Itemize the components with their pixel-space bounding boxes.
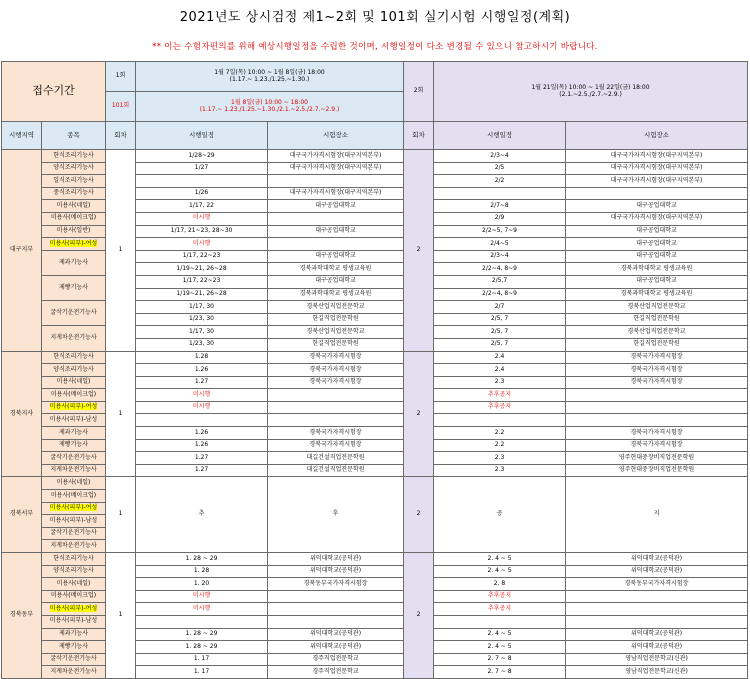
round1-cell: 1 (106, 150, 136, 352)
place2-cell: 대구국가자격시험장(대구지역본부) (566, 150, 748, 163)
item-label: 지게차운전기능사 (50, 466, 97, 474)
place2-cell (566, 187, 748, 200)
region-cell: 경북동부 (2, 553, 42, 679)
date2-cell: 2. 4 ~ 5 (434, 641, 566, 654)
date1-cell: 1. 20 (136, 578, 268, 591)
item-cell (42, 187, 106, 200)
place2-cell: 경북국가자격시험장 (566, 439, 748, 452)
date2-cell: 2. 4 ~ 5 (434, 565, 566, 578)
date2-cell (434, 187, 566, 200)
place1-cell (268, 175, 404, 188)
item-label: 미용사(메이크업) (50, 491, 97, 499)
place2-cell: 경북과학대학교 평생교육원 (566, 288, 748, 301)
table-row (2, 477, 748, 490)
item-cell (42, 515, 106, 528)
place2-cell (566, 401, 748, 414)
item-label: 미용사(피부)-남성 (49, 617, 98, 625)
place2-cell: 영남직업전문학교(신관) (566, 653, 748, 666)
place1-cell: 대구공업대학교 (268, 250, 404, 263)
item-label: 일식조리기능사 (53, 176, 94, 184)
date2-cell: 2.2 (434, 439, 566, 452)
place2-cell: 대구공업대학교 (566, 225, 748, 238)
place2-cell: 대구국가자격시험장(대구지역본부) (566, 212, 748, 225)
round1-period-line1: 1월 7일(목) 10:00 ~ 1월 8일(금) 18:00 (214, 68, 325, 76)
place1-cell: 경주직업전문학교 (268, 653, 404, 666)
round1-cell: 1 (106, 477, 136, 553)
place1-cell: 위덕대학교(공덕관) (268, 628, 404, 641)
item-cell (42, 490, 106, 503)
round2-cell: 2 (404, 553, 434, 679)
place1-cell: 대구공업대학교 (268, 200, 404, 213)
item-cell (42, 603, 106, 616)
table-row (2, 351, 748, 364)
item-cell (42, 553, 106, 566)
place1-cell: 경북산업직업전문학교 (268, 301, 404, 314)
item-label: 제과기능사 (59, 258, 88, 266)
place2-cell: 위덕대학교(공덕관) (566, 553, 748, 566)
date1-cell: 1/23, 30 (136, 338, 268, 351)
place2-cell: 한길직업전문학원 (566, 338, 748, 351)
round2-label: 2회 (404, 62, 434, 122)
place2-cell: 위덕대학교(공덕관) (566, 641, 748, 654)
table-row (2, 553, 748, 566)
date1-cell: 미시행 (136, 603, 268, 616)
date1-cell (136, 175, 268, 188)
place2-cell: 대구공업대학교 (566, 200, 748, 213)
place1-cell: 대구국가자격시험장(대구지역본부) (268, 150, 404, 163)
place2-cell (566, 590, 748, 603)
round1-period-line2: (1.17.~ 1.23./1.25.~1.30.) (229, 75, 310, 83)
date1-cell: 1/17, 22~23 (136, 250, 268, 263)
place1-cell (268, 401, 404, 414)
place2-cell (566, 603, 748, 616)
place2-cell: 대구공업대학교 (566, 238, 748, 251)
place2-cell: 대구국가자격시험장(대구지역본부) (566, 175, 748, 188)
date2-cell: 2/5 (434, 162, 566, 175)
date2-cell: 2/4~5 (434, 238, 566, 251)
place1-cell: 경북국가자격시험장 (268, 439, 404, 452)
date1-cell: 1. 28 ~ 29 (136, 553, 268, 566)
date1-cell: 1. 28 ~ 29 (136, 641, 268, 654)
header-round2: 회차 (404, 122, 434, 150)
item-cell (42, 326, 106, 351)
place2-cell: 경북동부국가자격시험장 (566, 578, 748, 591)
round2-cell: 2 (404, 150, 434, 352)
region-cell: 대구지부 (2, 150, 42, 352)
item-cell (42, 653, 106, 666)
place2-cell: 대구공업대학교 (566, 250, 748, 263)
date1-cell: 1/17, 30 (136, 301, 268, 314)
place1-cell (268, 414, 404, 427)
item-label: 지게차운전기능사 (50, 667, 97, 675)
place1-cell: 한길직업전문학원 (268, 313, 404, 326)
date1-cell: 1.28 (136, 351, 268, 364)
place1-cell: 경북과학대학교 평생교육원 (268, 288, 404, 301)
item-label: 미용사(피부)-여성 (49, 604, 98, 612)
date2-cell: 2/7~8 (434, 200, 566, 213)
item-cell (42, 212, 106, 225)
date1-cell: 1. 28 ~ 29 (136, 628, 268, 641)
place2-cell: 대구공업대학교 (566, 275, 748, 288)
item-cell (42, 464, 106, 477)
item-cell (42, 351, 106, 364)
item-cell (42, 502, 106, 515)
item-label: 미용사(피부)-여성 (49, 504, 98, 512)
date2-cell: 2/3~4 (434, 150, 566, 163)
item-cell (42, 452, 106, 465)
item-label: 미용사(네일) (56, 378, 91, 386)
header-region: 시행지역 (2, 122, 42, 150)
item-label: 미용사(네일) (56, 478, 91, 486)
place2-cell (566, 414, 748, 427)
round1-cell: 1 (106, 553, 136, 679)
date2-cell: 2/2~4, 8~9 (434, 288, 566, 301)
date2-cell: 2. 7 ~ 8 (434, 666, 566, 679)
item-label: 미용사(메이크업) (50, 390, 97, 398)
place2-cell: 영남직업전문학교(신관) (566, 666, 748, 679)
date2-cell: 2.2 (434, 427, 566, 440)
place1-cell (268, 389, 404, 402)
date2-cell: 2/2~4, 8~9 (434, 263, 566, 276)
item-label: 굴삭기운전기능사 (50, 655, 97, 663)
date2-cell: 2.4 (434, 351, 566, 364)
item-cell (42, 389, 106, 402)
round1-label: 1회 (106, 62, 136, 92)
date2-cell: 2/5, 7 (434, 326, 566, 339)
date2-cell (434, 414, 566, 427)
place2-cell: 경북국가자격시험장 (566, 351, 748, 364)
item-cell (42, 578, 106, 591)
item-label: 양식조리기능사 (53, 164, 94, 172)
header-date: 시행일정 (136, 122, 268, 150)
place2-cell (566, 615, 748, 628)
place1-cell: 대구공업대학교 (268, 275, 404, 288)
item-label: 지게차운전기능사 (50, 334, 97, 342)
item-label: 굴삭기운전기능사 (50, 529, 97, 537)
date1-cell (136, 414, 268, 427)
item-label: 미용사(피부)-남성 (49, 415, 98, 423)
place1-cell: 후 (268, 477, 404, 553)
item-cell (42, 175, 106, 188)
date1-cell: 1/23, 30 (136, 313, 268, 326)
date1-cell: 1/17, 22 (136, 200, 268, 213)
date1-cell: 미시행 (136, 389, 268, 402)
date1-cell: 1.27 (136, 376, 268, 389)
item-label: 미용사(피부)-남성 (49, 516, 98, 524)
item-cell (42, 301, 106, 326)
place1-cell: 대길건설직업전문학원 (268, 452, 404, 465)
item-label: 양식조리기능사 (53, 567, 94, 575)
place1-cell: 경북과학대학교 평생교육원 (268, 263, 404, 276)
date1-cell: 1/19~21, 26~28 (136, 263, 268, 276)
item-cell (42, 250, 106, 275)
date1-cell: 1/17, 21~23, 28~30 (136, 225, 268, 238)
date1-cell: 미시행 (136, 238, 268, 251)
place2-cell: 경북국가자격시험장 (566, 427, 748, 440)
date2-cell: 2/5,7 (434, 275, 566, 288)
page-title: 2021년도 상시검정 제1~2회 및 101회 실기시험 시행일정(계획) (179, 10, 571, 25)
date2-cell: 2.4 (434, 364, 566, 377)
date2-cell: 2/2~5, 7~9 (434, 225, 566, 238)
date2-cell: 2.3 (434, 464, 566, 477)
place1-cell: 위덕대학교(공덕관) (268, 553, 404, 566)
place1-cell (268, 590, 404, 603)
date1-cell: 1.26 (136, 364, 268, 377)
place2-cell: 위덕대학교(공덕관) (566, 565, 748, 578)
place1-cell: 대구국가자격시험장(대구지역본부) (268, 162, 404, 175)
item-cell (42, 238, 106, 251)
place1-cell: 위덕대학교(공덕관) (268, 565, 404, 578)
round1-cell: 1 (106, 351, 136, 477)
date1-cell: 1/28~29 (136, 150, 268, 163)
place1-cell (268, 615, 404, 628)
place1-cell (268, 238, 404, 251)
header-item: 종목 (42, 122, 106, 150)
notice-text: ** 이는 수험자편의를 위해 예상시행일정을 수립한 것이며, 시행일정이 다소 변경될 수 있으니 참고하시기 바랍니다. (152, 42, 598, 52)
place1-cell (268, 603, 404, 616)
item-cell (42, 641, 106, 654)
table-row (2, 150, 748, 163)
date2-cell: 2. 8 (434, 578, 566, 591)
header-round: 회차 (106, 122, 136, 150)
date1-cell: 1/26 (136, 187, 268, 200)
item-cell (42, 414, 106, 427)
date1-cell: 1.26 (136, 439, 268, 452)
header-place2: 시험장소 (566, 122, 748, 150)
place2-cell: 경북과학대학교 평생교육원 (566, 263, 748, 276)
item-label: 미용사(네일) (56, 201, 91, 209)
item-label: 제과기능사 (59, 630, 88, 638)
place1-cell: 경북산업직업전문학교 (268, 326, 404, 339)
place1-cell: 경북국가자격시험장 (268, 427, 404, 440)
place2-cell: 위덕대학교(공덕관) (566, 628, 748, 641)
item-label: 미용사(피부)-여성 (49, 239, 98, 247)
date2-cell: 2/9 (434, 212, 566, 225)
date1-cell (136, 615, 268, 628)
item-label: 미용사(네일) (56, 579, 91, 587)
place2-cell: 영주현대중장비직업전문학원 (566, 464, 748, 477)
place1-cell: 경북국가자격시험장 (268, 376, 404, 389)
place2-cell: 경북국가자격시험장 (566, 376, 748, 389)
date1-cell: 1. 17 (136, 653, 268, 666)
item-cell (42, 427, 106, 440)
item-cell (42, 527, 106, 540)
date2-cell: 2/5, 7 (434, 338, 566, 351)
date2-cell: 2.3 (434, 452, 566, 465)
date2-cell: 2/5, 7 (434, 313, 566, 326)
item-cell (42, 376, 106, 389)
date2-cell: 2. 4 ~ 5 (434, 628, 566, 641)
header-date2: 시행일정 (434, 122, 566, 150)
place1-cell: 경북동부국가자격시험장 (268, 578, 404, 591)
place1-cell: 대구공업대학교 (268, 225, 404, 238)
place1-cell: 경북국가자격시험장 (268, 351, 404, 364)
item-cell (42, 628, 106, 641)
date2-cell: 추후공지 (434, 401, 566, 414)
place1-cell: 위덕대학교(공덕관) (268, 641, 404, 654)
round2-cell: 2 (404, 477, 434, 553)
date2-cell: 2/3~4 (434, 250, 566, 263)
place2-cell: 경북산업직업전문학교 (566, 301, 748, 314)
round2-cell: 2 (404, 351, 434, 477)
place2-cell: 지 (566, 477, 748, 553)
date1-cell: 1.26 (136, 427, 268, 440)
date2-cell (434, 615, 566, 628)
round2-period-line1: 1월 21일(목) 10:00 ~ 1월 22일(금) 18:00 (531, 83, 650, 91)
date1-cell: 1.27 (136, 452, 268, 465)
date2-cell: 2. 7 ~ 8 (434, 653, 566, 666)
item-label: 한식조리기능사 (53, 151, 94, 159)
item-cell (42, 275, 106, 300)
schedule-table (1, 61, 748, 679)
date1-cell: 미시행 (136, 212, 268, 225)
date2-cell: 추후공지 (434, 389, 566, 402)
date1-cell: 미시행 (136, 401, 268, 414)
item-cell (42, 565, 106, 578)
item-label: 미용사(메이크업) (50, 592, 97, 600)
date1-cell: 미시행 (136, 590, 268, 603)
place1-cell: 대길건설직업전문학원 (268, 464, 404, 477)
place2-cell: 경북국가자격시험장 (566, 364, 748, 377)
round101-period-line1: 1월 8일(금) 10:00 ~ 18:00 (231, 98, 308, 106)
item-cell (42, 615, 106, 628)
place1-cell: 경북국가자격시험장 (268, 364, 404, 377)
round1-period (136, 62, 404, 92)
date1-cell: 1/17, 30 (136, 326, 268, 339)
item-cell (42, 540, 106, 553)
place1-cell: 대구국가자격시험장(대구지역본부) (268, 187, 404, 200)
item-label: 한식조리기능사 (53, 554, 94, 562)
item-cell (42, 150, 106, 163)
place2-cell (566, 389, 748, 402)
item-label: 제과기능사 (59, 428, 88, 436)
place2-cell: 영주현대중장비직업전문학원 (566, 452, 748, 465)
region-cell: 경북지사 (2, 351, 42, 477)
round101-period-line2: (1.17.~ 1.23./1.25.~1.30./2.1.~2.5./2.7.~2.9.) (199, 105, 340, 113)
place2-cell: 경북산업직업전문학교 (566, 326, 748, 339)
item-cell (42, 162, 106, 175)
item-label: 양식조리기능사 (53, 365, 94, 373)
date1-cell: 1/17, 22~23 (136, 275, 268, 288)
place1-cell: 한길직업전문학원 (268, 338, 404, 351)
item-label: 미용사(일반) (56, 227, 91, 235)
place2-cell: 대구국가자격시험장(대구지역본부) (566, 162, 748, 175)
item-cell (42, 225, 106, 238)
date1-cell: 1.27 (136, 464, 268, 477)
item-label: 미용사(피부)-여성 (49, 403, 98, 411)
date2-cell: 추후공지 (434, 603, 566, 616)
item-label: 제빵기능사 (59, 441, 88, 449)
place1-cell (268, 212, 404, 225)
item-cell (42, 401, 106, 414)
place2-cell: 한길직업전문학원 (566, 313, 748, 326)
header-place: 시험장소 (268, 122, 404, 150)
item-cell (42, 439, 106, 452)
item-cell (42, 590, 106, 603)
round2-period (434, 62, 748, 122)
date1-cell: 1. 17 (136, 666, 268, 679)
region-cell: 경북서부 (2, 477, 42, 553)
item-cell (42, 477, 106, 490)
date1-cell: 1/19~21, 26~28 (136, 288, 268, 301)
item-label: 지게차운전기능사 (50, 541, 97, 549)
item-cell (42, 200, 106, 213)
date1-cell: 1. 28 (136, 565, 268, 578)
date2-cell: 2.3 (434, 376, 566, 389)
date2-cell: 2/7 (434, 301, 566, 314)
date2-cell: 2. 4 ~ 5 (434, 553, 566, 566)
date2-cell: 공 (434, 477, 566, 553)
date1-cell: 추 (136, 477, 268, 553)
place1-cell: 경주직업전문학교 (268, 666, 404, 679)
round101-period (136, 92, 404, 122)
item-label: 중식조리기능사 (53, 189, 94, 197)
round101-label: 101회 (106, 92, 136, 122)
date2-cell: 2/2 (434, 175, 566, 188)
item-label: 제빵기능사 (59, 642, 88, 650)
item-label: 굴삭기운전기능사 (50, 453, 97, 461)
item-label: 굴삭기운전기능사 (50, 308, 97, 316)
reception-label: 접수기간 (2, 62, 106, 122)
date1-cell: 1/27 (136, 162, 268, 175)
item-label: 미용사(메이크업) (50, 214, 97, 222)
item-cell (42, 364, 106, 377)
round2-period-line2: (2.1.~2.5./2.7.~2.9.) (559, 90, 622, 98)
item-cell (42, 666, 106, 679)
date2-cell: 추후공지 (434, 590, 566, 603)
item-label: 한식조리기능사 (53, 353, 94, 360)
item-label: 제빵기능사 (59, 283, 88, 291)
